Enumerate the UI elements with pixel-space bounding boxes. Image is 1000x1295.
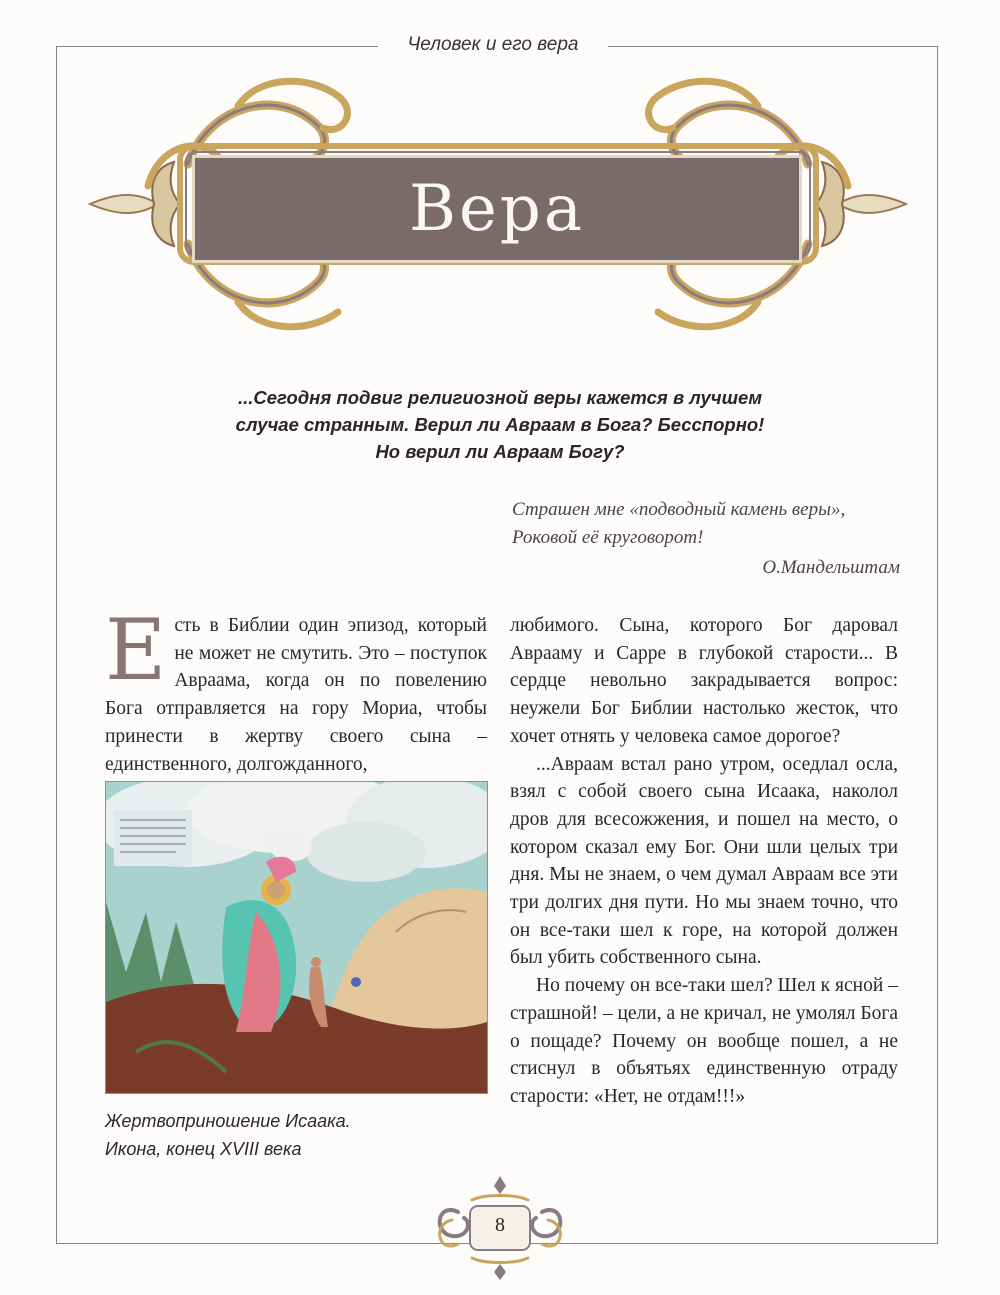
epigraph xyxy=(512,496,900,582)
lead-line: Но верил ли Авраам Богу? xyxy=(375,441,625,462)
drop-cap: Е xyxy=(105,601,167,699)
epigraph-line: Страшен мне «подводный камень веры», xyxy=(512,499,846,520)
body-paragraph: ...Авраам встал рано утром, оседлал осла, взял с собой своего сына Исаака, наколол дров для всесожжения, и пошел на место, о котором сказал ему Бог. Они шли целых три дня. Мы не знаем, о чем думал Авраам все эти три долгих дня пути. Но мы знаем точно, что он все-таки шел к горе, на которой должен был убить собственного сына. xyxy=(510,753,898,969)
page-number: 8 xyxy=(495,1214,505,1236)
body-paragraph: Но почему он все-таки шел? Шел к ясной – страшной! – цели, а не кричал, не умолял Бога о пощаде? Почему он вообще пошел, а не стиснул в объятьях единственную отраду старости: «Нет, не отдам!!!» xyxy=(510,975,898,1107)
body-paragraph: любимого. Сына, которого Бог даровал Аврааму и Сарре в глубокой старости... В сердце невольно закрадывается вопрос: неужели Бог Библии настолько жесток, что хочет отнять у человека самое дорогое? xyxy=(510,615,898,747)
epigraph-author: О.Мандельштам xyxy=(762,557,900,578)
text-column-left xyxy=(105,601,487,778)
chapter-title: Вера xyxy=(408,172,586,246)
body-paragraph: сть в Библии один эпизод, который не может не смутить. Это – поступок Авраама, когда он по повелению Бога отправляется на гору Мориа, чтобы принести в жертву своего сына – единственного, долгожданного, xyxy=(105,615,487,775)
lead-line: случае странным. Верил ли Авраам в Бога? Бесспорно! xyxy=(235,414,765,435)
caption-line: Жертвоприношение Исаака. xyxy=(105,1111,351,1131)
lead-line: ...Сегодня подвиг религиозной веры кажется в лучшем xyxy=(237,387,763,408)
running-title: Человек и его вера xyxy=(378,30,608,60)
sacrifice-of-isaac-icon xyxy=(106,782,487,1093)
text-column-right xyxy=(510,612,898,1111)
caption-line: Икона, конец XVIII века xyxy=(105,1139,302,1159)
epigraph-line: Роковой её круговорот! xyxy=(512,527,704,548)
lead-quote xyxy=(190,384,810,465)
figure-caption xyxy=(105,1107,425,1163)
icon-illustration xyxy=(105,781,488,1094)
